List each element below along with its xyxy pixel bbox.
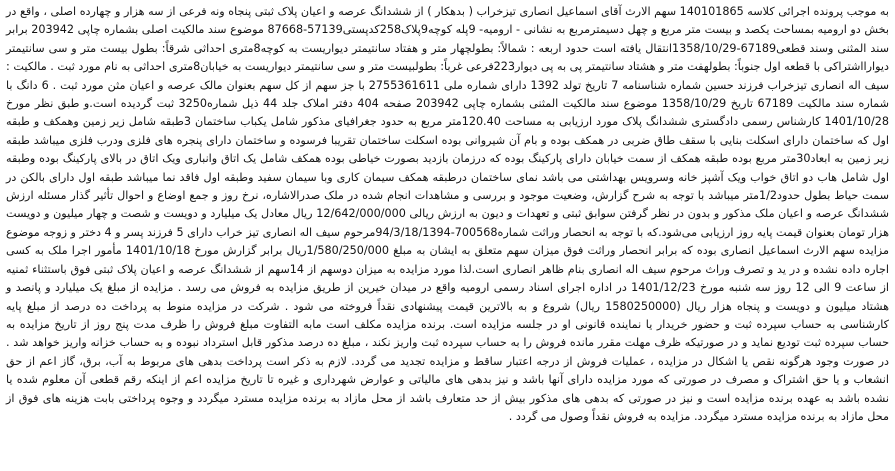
auction-notice-text: به موجب پرونده اجرائی کلاسه 140101865 سهم الارث آقای اسماعیل انصاری تیزخراب ( بدهکار ) از ششدانگ عرصه و اعیان پلاک ثبتی پنجاه ونه فرعی از سه هزار و چهارده اصلی ، واقع در بخش دو ارومیه بمساحت یکصد و بیست متر مربع و چهل دسیمترمربع به نشانی - ارومیه- 9پله کوچه9پلاک258کدپستی57139-87668 موضوع سند مالکیت اصلی بشماره چاپی 203942 برابر سند المثنی وسند قطعی67189-1358/10/29انتقال یافته است حدود اربعه : شمالاً: بطولچهار متر و هفتاد سانتیمتر دیواریست به کوچه8متری احداثی شرقاً: بطول بیست متر و سی سانتیمتر دیوارااشتراکی با قطعه اول جنوباً: بطولهفت متر و هشتاد سانتیمتر پی به پی دیوار223فرعی غرباً: بطولبیست متر و سی سانتیمتر دیواریست به خیابان8متری احداثی به نام مورد ثبت . مالکیت : سیف اله انصاری تیزخراب فرزند حسین شماره شناسنامه 7 تاریخ تولد 1392 دارای شماره ملی 2755361611 با جز سهم از کل سهم بعنوان مالک عرصه و اعیان مثن مورد ثبت . 6 دانگ با شماره سند مالکیت 67189 تاریخ 1358/10/29 موضوع سند مالکیت المثنی بشماره چاپی 203942 صفحه 404 دفتر املاک جلد 44 ذیل شماره3250 ثبت گردیده است.و طبق نظر مورخ 1401/10/28 کارشناس رسمی دادگستری ششدانگ پلاک مورد ارزیابی به مساحت 120.40متر مربع به حدود جغرافیای مذکور شامل یکباب ساختمان 3طبقه شامل زیر زمین وهمکف و طبقه اول که ساختمان دارای اسکلت بنایی با سقف طاق ضربی در همکف بوده و بام آن شیروانی بوده اسکلت ساختمان تقریبا فرسوده و ساختمان دارای پنجره های فلزی ودرب فلزی میباشد طبقه زیر زمین به ابعاد30متر مربع بوده طبقه همکف از سمت خیابان دارای پارکینگ بوده که درزمان بازدید بصورت خیاطی بوده همکف شامل یک اتاق وانباری ویک اتاق در بالای پارکینگ بوده وطبقه اول شامل هاب دو اتاق خواب ویک آشپز خانه وسرویس بهداشتی می باشد نمای ساختمان درطبقه همکف سیمان کاری وبا سیمان سفید وطبقه اول فاقد نما میباشد طبقه اول دارای بالکن در سمت حیاط بطول حدود1/2متر میباشد با توجه به شرح گزارش، وضعیت موجود و بررسی و مشاهدات انجام شده در ملک صدرالاشاره، نرخ روز و جمع اوضاع و احوال تأثیر گذار مسئله ارزش ششدانگ عرصه و اعیان ملک مذکور و بدون در نظر گرفتن سوابق ثبتی و تعهدات و دیون به ارزش ریالی 12/642/000/000 ریال معادل یک میلیارد و دویست و شصت و چهار میلیون و دویست هزار تومان بعنوان قیمت پایه روز ارزیابی می‌شود.که با توجه به انحصار وراثت شماره700568-94/3/18/1394مرحوم سیف اله انصاری تیز خراب دارای 5 فرزند پسر و 4 دختر و زوجه موضوع مزایده سهم الارث اسماعیل انصاری بوده که برابر انحصار وراثت فوق میزان سهم متعلق به ایشان به مبلغ 1/580/250/000ریال برابر گزارش مورخ 1401/10/18 مأمور اجرا ملک به کسی اجاره داده نشده و در ید و تصرف وراث مرحوم سیف اله انصاری بنام ظاهر انصاری است.لذا مورد مزایده به میزان دوسهم از 14سهم از ششدانگ عرصه و اعیان پلاک ثبتی فوق باستثناء ثمنیه از ساعت 9 الی 12 روز سه شنبه مورخ 1401/12/23 در اداره اجرای اسناد رسمی ارومیه واقع در میدان خیرین از طریق مزایده به فروش می رسد . مزایده از مبلغ یک میلیارد و پانصد و هشتاد میلیون و دویست و پنجاه هزار ریال (1580250000 ریال) شروع و به بالاترین قیمت پیشنهادی نقداً فروخته می شود . شرکت در مزایده منوط به پرداخت ده درصد از مبلغ پایه کارشناسی به حساب سپرده ثبت و حضور خریدار یا نماینده قانونی او در جلسه مزایده است. برنده مزایده مکلف است مابه التفاوت مبلغ فروش را ظرف مدت پنج روز از تاریخ مزایده به حساب سپرده ثبت تودیع نماید و در صورتیکه ظرف مهلت مقرر مانده فروش را به حساب سپرده ثبت واریز نکند ، مبلغ ده درصد مذکور قابل استرداد نبوده و به حساب خزانه واریز خواهد شد . در صورت وجود هرگونه نقص یا اشکال در مزایده ، عملیات فروش از درجه اعتبار ساقط و مزایده تجدید می گردد. لازم به ذکر است پرداخت بدهی های مربوط به آب، برق، گاز اعم از حق انشعاب و یا حق اشتراک و مصرف در صورتی که مورد مزایده دارای آنها باشد و نیز بدهی های مالیاتی و عوارض شهرداری و غیره تا تاریخ مزایده اعم از اینکه رقم قطعی آن معلوم شده یا نشده باشد به عهده برنده مزایده است و نیز در صورتی که بدهی های مذکور بیش از حد متعارف باشد از محل مازاد به برنده مزایده مسترد میگردد و وجوه پرداختی بابت هزینه های فوق از محل مازاد به برنده مزایده مسترد میگردد. مزایده به فروش نقداً وصول می گردد . [6, 5, 889, 423]
